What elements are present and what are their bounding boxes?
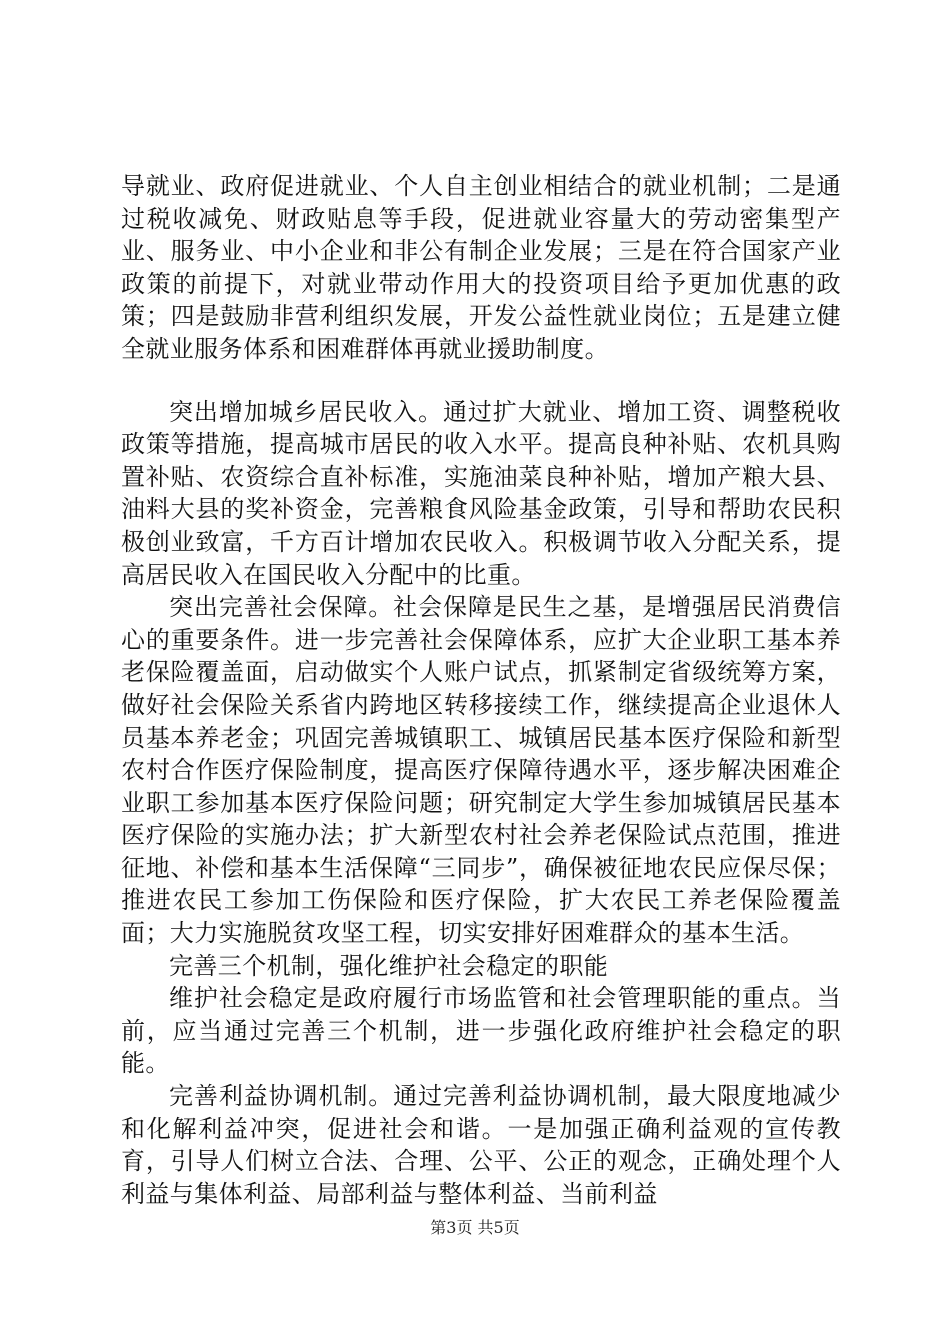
paragraph-employment-mechanism: 导就业、政府促进就业、个人自主创业相结合的就业机制；二是通过税收减免、财政贴息等手段，促进就业容量大的劳动密集型产业、服务业、中小企业和非公有制企业发展；三是在符合国家产业政策的前提下，对就业带动作用大的投资项目给予更加优惠的政策；四是鼓励非营利组织发展，开发公益性就业岗位；五是建立健全就业服务体系和困难群体再就业援助制度。 (121, 172, 841, 363)
paragraph-social-stability: 维护社会稳定是政府履行市场监管和社会管理职能的重点。当前，应当通过完善三个机制，进一步强化政府维护社会稳定的职能。 (121, 984, 841, 1078)
paragraph-interest-coordination: 完善利益协调机制。通过完善利益协调机制，最大限度地减少和化解利益冲突，促进社会和谐。一是加强正确利益观的宣传教育，引导人们树立合法、合理、公平、公正的观念，正确处理个人利益与集体利益、局部利益与整体利益、当前利益 (121, 1082, 841, 1208)
document-body (121, 170, 841, 1210)
paragraph-income-increase: 突出增加城乡居民收入。通过扩大就业、增加工资、调整税收政策等措施，提高城市居民的收入水平。提高良种补贴、农机具购置补贴、农资综合直补标准，实施油菜良种补贴，增加产粮大县、油料大县的奖补资金，完善粮食风险基金政策，引导和帮助农民积极创业致富，千方百计增加农民收入。积极调节收入分配关系，提高居民收入在国民收入分配中的比重。 (121, 397, 841, 589)
paragraph-social-security: 突出完善社会保障。社会保障是民生之基，是增强居民消费信心的重要条件。进一步完善社会保障体系，应扩大企业职工基本养老保险覆盖面，启动做实个人账户试点，抓紧制定省级统筹方案，做好社会保险关系省内跨地区转移接续工作，继续提高企业退休人员基本养老金；巩固完善城镇职工、城镇居民基本医疗保险和新型农村合作医疗保险制度，提高医疗保障待遇水平，逐步解决困难企业职工参加基本医疗保险问题；研究制定大学生参加城镇居民基本医疗保险的实施办法；扩大新型农村社会养老保险试点范围，推进征地、补偿和基本生活保障“三同步”，确保被征地农民应保尽保；推进农民工参加工伤保险和医疗保险，扩大农民工养老保险覆盖面；大力实施脱贫攻坚工程，切实安排好困难群众的基本生活。 (121, 593, 841, 948)
page-number-footer: 第3页 共5页 (430, 1218, 520, 1237)
section-heading-three-mechanisms: 完善三个机制，强化维护社会稳定的职能 (169, 951, 609, 980)
